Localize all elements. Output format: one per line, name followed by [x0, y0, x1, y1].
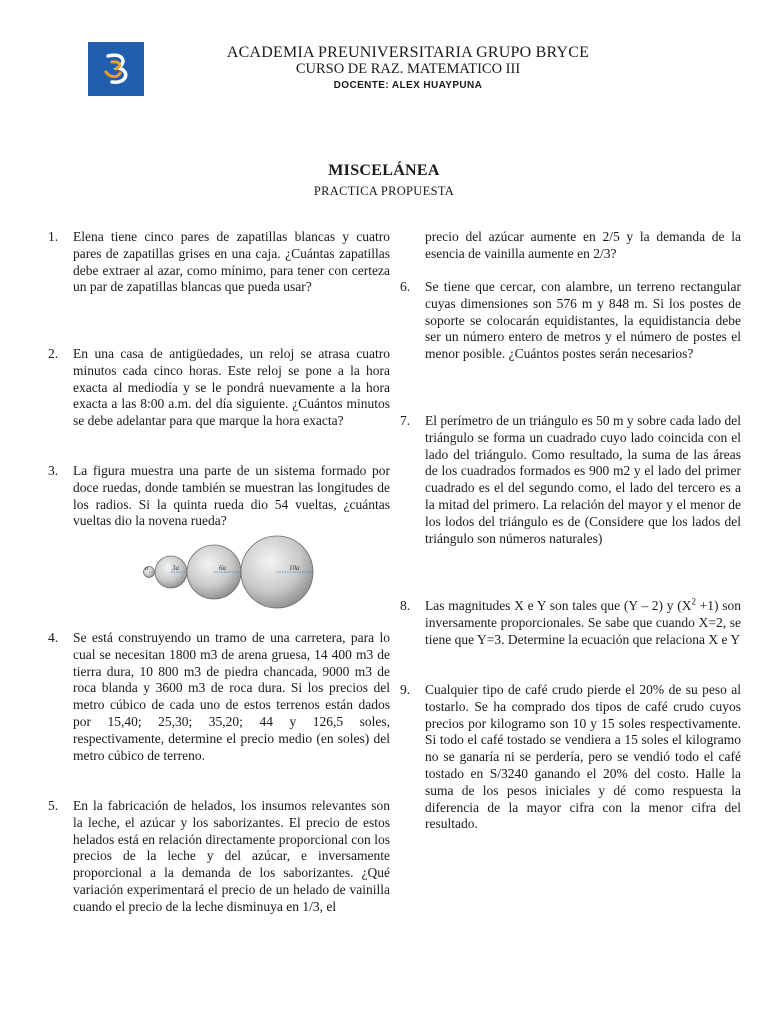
bryce-logo-mark: [88, 42, 144, 96]
exponent: 2: [691, 596, 696, 607]
question-8: [400, 596, 741, 648]
question-5-continuation: [425, 229, 741, 263]
question-text: Cualquier tipo de café crudo pierde el 20% de su peso al tostarlo. Se ha comprado dos tipos de café crudo cuyos precios por kilogramo son 10 y 15 soles respectivamente. Si todo el café tostado se vendiera a 15 soles el kilogramo no se ganaría ni se perdería, pero se vendió todo el café tostado en S/3240 ganando el 20% del costo. Halle la suma de los pesos iniciales y dé como respuesta la diferencia de la mayor cifra con la menor cifra del resultado.: [425, 682, 741, 832]
wheel-1-label: a: [145, 565, 149, 572]
question-number: 5.: [48, 798, 59, 813]
course-name: CURSO DE RAZ. MATEMATICO III: [295, 61, 521, 77]
page-title: MISCELÁNEA: [328, 162, 440, 179]
page-subtitle: PRACTICA PROPUESTA: [313, 184, 455, 198]
question-text-before: Las magnitudes X e Y son tales que (Y – 2) y (X: [425, 598, 692, 613]
wheel-2-label: 3a: [172, 564, 179, 572]
question-text-after: +1) son inversamente proporcionales. Se sabe que cuando X=2, se tiene que Y=3. Determine la ecuación que relaciona X e Y: [425, 598, 741, 647]
question-text: En la fabricación de helados, los insumos relevantes son la leche, el azúcar y los saborizantes. El precio de estos helados está en relación directamente proporcional con los precios de la leche y del azúcar, e inversamente proporcional a la demanda de los saborizantes. ¿Qué variación experimentará el precio de un helado de vainilla cuando el precio de la leche disminuya en 1/3, el: [73, 798, 390, 914]
question-text: La figura muestra una parte de un sistema formado por doce ruedas, donde también se muestran las longitudes de los radios. Si la quinta rueda dio 54 vueltas, ¿cuántas vueltas dio la novena rueda?: [73, 463, 390, 529]
wheel-4-label: 10a: [289, 564, 300, 572]
question-9: [400, 682, 741, 833]
question-2: [48, 346, 390, 430]
question-text: precio del azúcar aumente en 2/5 y la demanda de la esencia de vainilla aumente en 2/3?: [425, 229, 741, 261]
question-text: El perímetro de un triángulo es 50 m y sobre cada lado del triángulo se forma un cuadrado cuyo lado coincida con el lado del triángulo. Como resultado, la suma de las áreas de los cuadrados formados es 900 m2 y el lado del primer cuadrado es el del segundo como, el lado del tercero es a la mitad del primero. La relación del mayor y el menor de los lodos del triángulo es de (Considere que los lados del triángulo son números naturales): [425, 413, 741, 546]
question-number: 2.: [48, 346, 59, 361]
academy-logo: [88, 42, 144, 96]
wheels-diagram: [138, 532, 324, 612]
question-5: [48, 798, 390, 916]
question-number: 9.: [400, 682, 411, 697]
institution-name: ACADEMIA PREUNIVERSITARIA GRUPO BRYCE: [226, 44, 590, 61]
question-7: [400, 413, 741, 547]
question-3: [48, 463, 390, 530]
question-text: Se tiene que cercar, con alambre, un terreno rectangular cuyas dimensiones son 576 m y 848 m. Si los postes de soporte se colocarán equidistantes, la equidistancia debe ser un número entero de metros y el número de postes el menor posible. ¿Cuántos postes serán necesarios?: [425, 279, 741, 362]
question-4: [48, 630, 390, 764]
question-number: 1.: [48, 229, 59, 244]
question-text: En una casa de antigüedades, un reloj se atrasa cuatro minutos cada cinco horas. Este reloj se pone a la hora exacta al mediodía y se le pondrá nuevamente a la hora exacta a las 8:00 a.m. del día siguiente. ¿Cuántos minutos se debe adelantar para que marque la hora exacta?: [73, 346, 390, 429]
question-number: 8.: [400, 598, 411, 613]
question-number: 3.: [48, 463, 59, 478]
question-1: [48, 229, 390, 296]
teacher-name: DOCENTE: ALEX HUAYPUNA: [333, 80, 483, 91]
question-text: Se está construyendo un tramo de una carretera, para lo cual se necesitan 1800 m3 de arena gruesa, 14 400 m3 de tierra dura, 10 800 m3 de piedra chancada, 9000 m3 de roca blanda y 3600 m3 de roca dura. Si los precios del metro cúbico de cada uno de estos terrenos están dados por 15,40; 25,30; 35,20; 44 y 126,5 soles, respectivamente, determine el precio medio (en soles) del metro cúbico de terreno.: [73, 630, 390, 763]
question-number: 7.: [400, 413, 411, 428]
wheels-figure: [138, 532, 324, 612]
question-number: 4.: [48, 630, 59, 645]
wheel-3-label: 6a: [219, 564, 226, 572]
question-text: Elena tiene cinco pares de zapatillas blancas y cuatro pares de zapatillas grises en una caja. ¿Cuántas zapatillas debe extraer al azar, como mínimo, para tener con certeza un par de zapatillas blancas que pueda usar?: [73, 229, 390, 295]
question-number: 6.: [400, 279, 411, 294]
question-6: [400, 279, 741, 363]
